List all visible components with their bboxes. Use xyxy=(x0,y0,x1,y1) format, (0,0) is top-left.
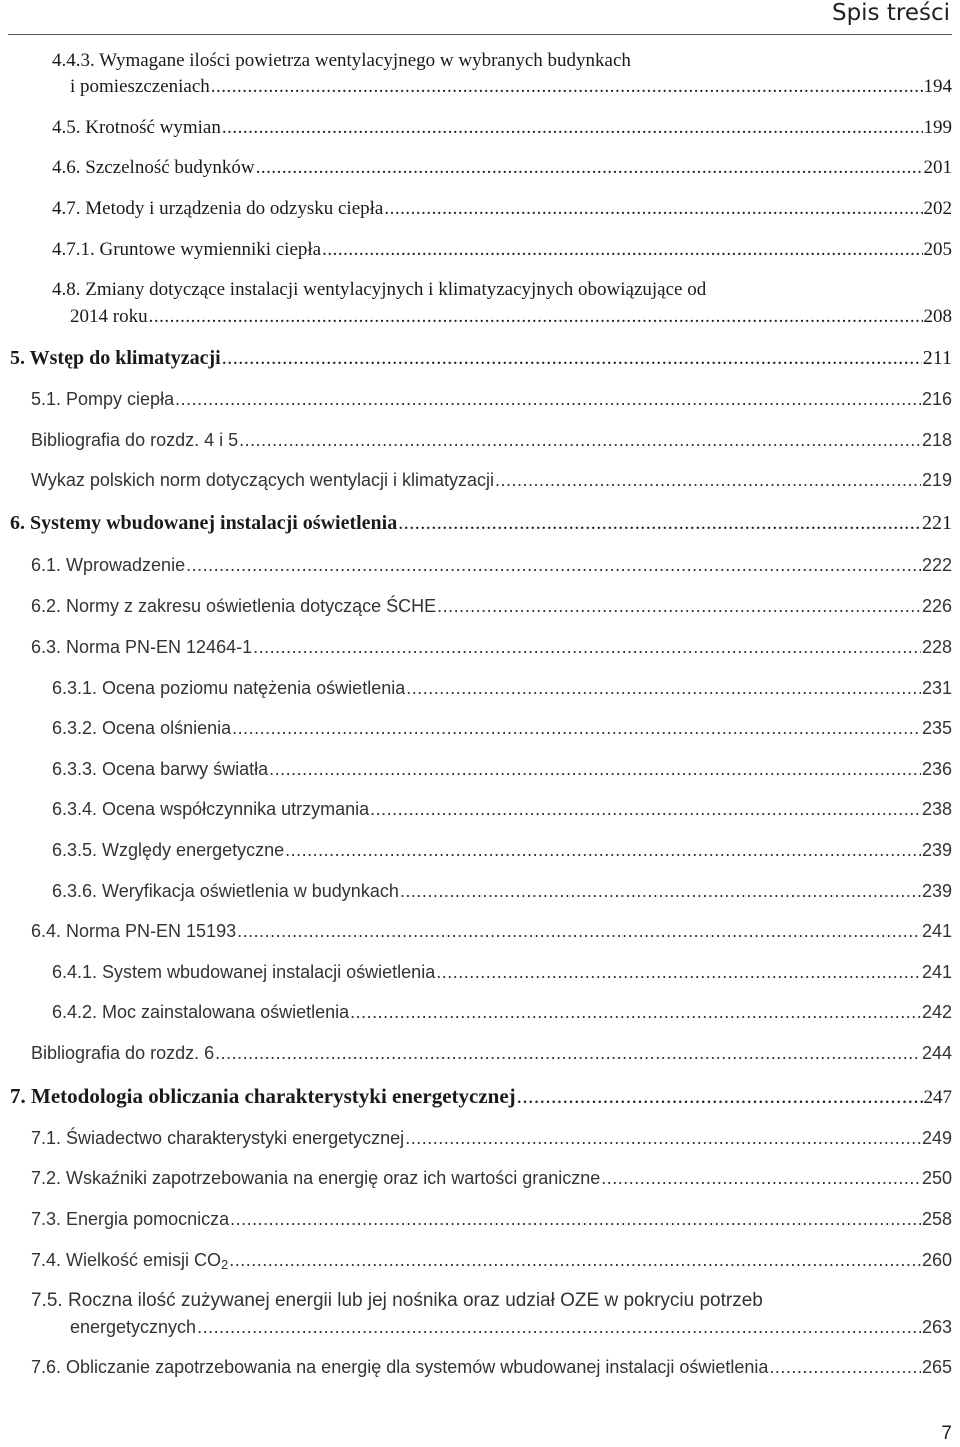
toc-entry-text: 6.1. Wprowadzenie xyxy=(31,555,186,575)
toc-entry-bibliography-4-5[interactable] xyxy=(0,429,960,451)
toc-entry-6-3-2[interactable] xyxy=(0,717,960,739)
toc-page-number: 250 xyxy=(921,1168,952,1188)
toc-entry-text: 7.2. Wskaźniki zapotrzebowania na energię oraz ich wartości graniczne xyxy=(31,1168,601,1188)
toc-entry-text xyxy=(31,1249,228,1276)
toc-page-number: 216 xyxy=(921,389,952,409)
toc-leader-dots xyxy=(517,1085,923,1107)
toc-entry-text: Bibliografia do rozdz. 4 i 5 xyxy=(31,430,239,450)
toc-leader-dots xyxy=(197,1316,921,1338)
toc-page-number: 260 xyxy=(921,1250,952,1270)
toc-entry-6-3-3[interactable] xyxy=(0,758,960,780)
toc-page-number: 235 xyxy=(921,718,952,738)
toc-entry-chapter-6[interactable] xyxy=(0,512,960,534)
toc-entry-text: 7. Metodologia obliczania charakterystyki energetycznej xyxy=(10,1084,516,1108)
toc-entry-text-main: 7.4. Wielkość emisji CO xyxy=(31,1250,222,1270)
toc-entry-7-2[interactable] xyxy=(0,1167,960,1189)
toc-page-number: 249 xyxy=(921,1128,952,1148)
toc-entry-text: 6.3. Norma PN-EN 12464-1 xyxy=(31,637,253,657)
toc-page-number: 194 xyxy=(923,76,952,97)
toc-entry-4-4-3[interactable] xyxy=(0,76,960,98)
toc-entry-text: 4.5. Krotność wymian xyxy=(52,117,221,138)
toc-page-number: 222 xyxy=(921,555,952,575)
toc-leader-dots xyxy=(406,677,921,699)
toc-page-number: 247 xyxy=(923,1087,952,1108)
toc-entry-6-1[interactable] xyxy=(0,554,960,576)
toc-entry-bibliography-6[interactable] xyxy=(0,1042,960,1064)
page-number: 7 xyxy=(941,1423,952,1444)
toc-entry-4-4-3-line1[interactable]: 4.4.3. Wymagane ilości powietrza wentylacyjnego w wybranych budynkach xyxy=(52,50,631,71)
toc-leader-dots xyxy=(398,512,921,534)
toc-leader-dots xyxy=(175,388,921,410)
toc-entry-text: 2014 roku xyxy=(70,306,148,327)
toc-entry-text: 6.4. Norma PN-EN 15193 xyxy=(31,921,237,941)
toc-entry-text: 5.1. Pompy ciepła xyxy=(31,389,175,409)
toc-entry-6-3-1[interactable] xyxy=(0,677,960,699)
toc-leader-dots xyxy=(269,758,921,780)
toc-leader-dots xyxy=(237,920,921,942)
toc-entry-text: 6.3.6. Weryfikacja oświetlenia w budynkach xyxy=(52,881,399,901)
toc-entry-6-3-4[interactable] xyxy=(0,798,960,820)
toc-page-number: 199 xyxy=(923,117,952,138)
toc-entry-4-8-line1[interactable]: 4.8. Zmiany dotyczące instalacji wentylacyjnych i klimatyzacyjnych obowiązujące od xyxy=(52,279,707,300)
toc-leader-dots xyxy=(256,157,923,179)
toc-entry-text: 7.1. Świadectwo charakterystyki energetycznej xyxy=(31,1128,405,1148)
toc-page-number: 208 xyxy=(923,306,952,327)
toc-entry-4-8[interactable] xyxy=(0,306,960,328)
header-rule xyxy=(8,34,952,35)
toc-leader-dots xyxy=(350,1001,921,1023)
toc-page-number: 265 xyxy=(921,1357,952,1377)
toc-entry-text: 6.4.2. Moc zainstalowana oświetlenia xyxy=(52,1002,350,1022)
toc-entry-text: 6.3.1. Ocena poziomu natężenia oświetlenia xyxy=(52,678,406,698)
toc-page-number: 201 xyxy=(923,157,952,178)
toc-leader-dots xyxy=(149,306,923,328)
toc-leader-dots xyxy=(400,880,921,902)
toc-entry-text: 5. Wstęp do klimatyzacji xyxy=(10,347,221,369)
toc-leader-dots xyxy=(239,429,921,451)
toc-entry-6-3-5[interactable] xyxy=(0,839,960,861)
toc-leader-dots xyxy=(186,554,921,576)
toc-entry-7-4[interactable] xyxy=(0,1249,960,1276)
toc-entry-text: 6.2. Normy z zakresu oświetlenia dotyczące ŚCHE xyxy=(31,596,437,616)
toc-leader-dots xyxy=(222,117,923,139)
toc-leader-dots xyxy=(384,198,922,220)
toc-page-number: 226 xyxy=(921,596,952,616)
toc-leader-dots xyxy=(601,1167,921,1189)
toc-leader-dots xyxy=(222,347,922,369)
toc-leader-dots xyxy=(211,76,923,98)
toc-page-number: 228 xyxy=(921,637,952,657)
toc-entry-6-3-6[interactable] xyxy=(0,880,960,902)
toc-entry-text: 4.7.1. Gruntowe wymienniki ciepła xyxy=(52,239,322,260)
toc-page-number: 239 xyxy=(921,840,952,860)
toc-page-number: 205 xyxy=(923,239,952,260)
toc-leader-dots xyxy=(769,1356,921,1378)
toc-entry-7-3[interactable] xyxy=(0,1208,960,1230)
toc-page-number: 236 xyxy=(921,759,952,779)
toc-page-number: 241 xyxy=(921,921,952,941)
toc-entry-chapter-5[interactable] xyxy=(0,347,960,369)
toc-entry-text: energetycznych xyxy=(70,1317,197,1337)
toc-entry-4-7-1[interactable] xyxy=(0,239,960,261)
toc-entry-5-1[interactable] xyxy=(0,388,960,410)
toc-entry-7-1[interactable] xyxy=(0,1127,960,1149)
toc-page-number: 241 xyxy=(921,962,952,982)
toc-page-number: 211 xyxy=(922,347,952,369)
toc-leader-dots xyxy=(437,595,921,617)
toc-entry-text: 7.3. Energia pomocnicza xyxy=(31,1209,230,1229)
toc-entry-4-5[interactable] xyxy=(0,117,960,139)
toc-entry-7-5[interactable] xyxy=(0,1316,960,1338)
toc-entry-6-2[interactable] xyxy=(0,595,960,617)
toc-entry-7-6[interactable] xyxy=(0,1356,960,1378)
toc-entry-6-4[interactable] xyxy=(0,920,960,942)
toc-page-number: 231 xyxy=(921,678,952,698)
toc-page-number: 242 xyxy=(921,1002,952,1022)
toc-entry-6-4-1[interactable] xyxy=(0,961,960,983)
toc-entry-text: 4.7. Metody i urządzenia do odzysku ciepła xyxy=(52,198,384,219)
toc-leader-dots xyxy=(322,239,922,261)
toc-page-number: 219 xyxy=(921,470,952,490)
toc-entry-text: i pomieszczeniach xyxy=(70,76,210,97)
toc-entry-4-7[interactable] xyxy=(0,198,960,220)
toc-leader-dots xyxy=(495,469,921,491)
toc-page-number: 218 xyxy=(921,430,952,450)
page-header xyxy=(0,0,960,40)
toc-entry-7-5-line1[interactable]: 7.5. Roczna ilość zużywanej energii lub jej nośnika oraz udział OZE w pokryciu potrzeb xyxy=(31,1290,763,1311)
toc-entry-text: 7.6. Obliczanie zapotrzebowania na energię dla systemów wbudowanej instalacji oświetlenia xyxy=(31,1357,769,1377)
toc-page-number: 221 xyxy=(922,512,952,534)
toc-entry-chapter-7[interactable] xyxy=(0,1085,960,1109)
toc-page-number: 238 xyxy=(921,799,952,819)
toc-leader-dots xyxy=(285,839,921,861)
toc-entry-text: 6.3.3. Ocena barwy światła xyxy=(52,759,269,779)
toc-entry-text: 4.6. Szczelność budynków xyxy=(52,157,255,178)
toc-page-number: 244 xyxy=(921,1043,952,1063)
toc-page-number: 202 xyxy=(923,198,952,219)
toc-entry-text: 6.3.5. Względy energetyczne xyxy=(52,840,285,860)
toc-entry-text: 6.4.1. System wbudowanej instalacji oświetlenia xyxy=(52,962,436,982)
toc-leader-dots xyxy=(232,717,921,739)
running-header-title: Spis treści xyxy=(831,0,950,26)
toc-entry-text: Bibliografia do rozdz. 6 xyxy=(31,1043,215,1063)
toc-leader-dots xyxy=(253,636,921,658)
toc-entry-norms-list[interactable] xyxy=(0,469,960,491)
toc-leader-dots xyxy=(436,961,921,983)
toc-leader-dots xyxy=(215,1042,921,1064)
toc-entry-4-6[interactable] xyxy=(0,157,960,179)
toc-page-number: 239 xyxy=(921,881,952,901)
toc-leader-dots xyxy=(370,798,921,820)
toc-entry-6-3[interactable] xyxy=(0,636,960,658)
toc-entry-text: 6.3.4. Ocena współczynnika utrzymania xyxy=(52,799,370,819)
toc-page-number: 263 xyxy=(921,1317,952,1337)
toc-page-number: 258 xyxy=(921,1209,952,1229)
toc-entry-6-4-2[interactable] xyxy=(0,1001,960,1023)
toc-leader-dots xyxy=(230,1208,921,1230)
toc-entry-text: Wykaz polskich norm dotyczących wentylacji i klimatyzacji xyxy=(31,470,494,490)
toc-entry-text: 6. Systemy wbudowanej instalacji oświetlenia xyxy=(10,512,398,534)
toc-entry-text: 6.3.2. Ocena olśnienia xyxy=(52,718,232,738)
toc-leader-dots xyxy=(405,1127,921,1149)
toc-leader-dots xyxy=(229,1249,921,1271)
subscript: 2 xyxy=(221,1257,229,1272)
